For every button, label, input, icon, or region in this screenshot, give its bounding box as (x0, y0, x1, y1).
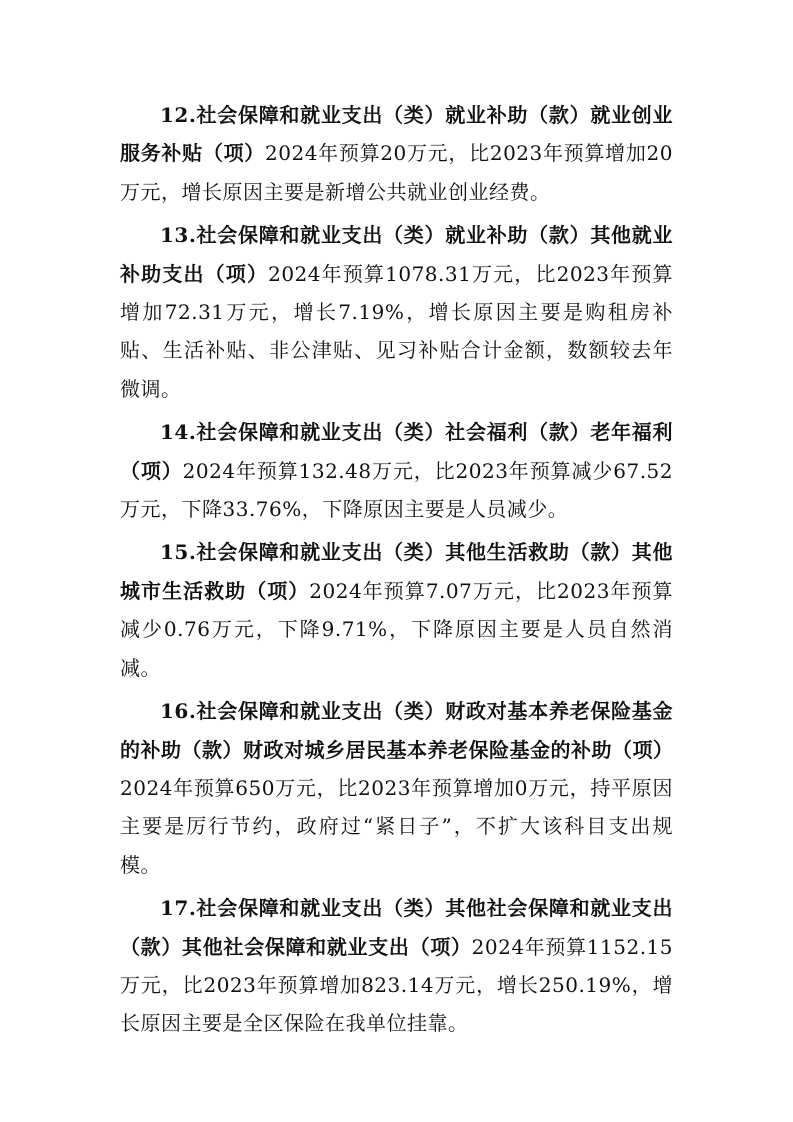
paragraph-heading: 13.社会保障和就业支出（类）就业补助（款）其他就业补助支出（项） (120, 223, 673, 286)
paragraph-body: 2024年预算650万元，比2023年预算增加0万元，持平原因主要是厉行节约，政府过“紧日子”，不扩大该科目支出规模。 (120, 775, 673, 877)
paragraph-item-17 (120, 889, 673, 1043)
paragraph-item-16 (120, 692, 673, 884)
paragraph-heading: 14.社会保障和就业支出（类）社会福利（款）老年福利（项） (120, 420, 673, 483)
paragraph-item-13 (120, 216, 673, 408)
paragraph-body: 2024年预算1152.15万元，比2023年预算增加823.14万元，增长250.19%，增长原因主要是全区保险在我单位挂靠。 (120, 934, 674, 1036)
paragraph-body: 2024年预算20万元，比2023年预算增加20万元，增长原因主要是新增公共就业创业经费。 (120, 141, 673, 204)
paragraph-body: 2024年预算1078.31万元，比2023年预算增加72.31万元，增长7.19%，增长原因主要是购租房补贴、生活补贴、非公津贴、见习补贴合计金额，数额较去年微调。 (120, 261, 673, 401)
paragraph-heading: 15.社会保障和就业支出（类）其他生活救助（款）其他城市生活救助（项） (120, 540, 673, 603)
paragraph-heading: 12.社会保障和就业支出（类）就业补助（款）就业创业服务补贴（项） (120, 103, 673, 166)
paragraph-body: 2024年预算7.07万元，比2023年预算减少0.76万元，下降9.71%，下降原因主要是人员自然消减。 (120, 578, 674, 680)
paragraph-item-12 (120, 96, 673, 211)
paragraph-item-15 (120, 533, 673, 687)
paragraph-body: 2024年预算132.48万元，比2023年预算减少67.52万元，下降33.76%，下降原因主要是人员减少。 (120, 458, 673, 522)
paragraph-item-14 (120, 413, 673, 528)
paragraph-heading: 17.社会保障和就业支出（类）其他社会保障和就业支出（款）其他社会保障和就业支出（项） (120, 896, 673, 959)
paragraph-heading: 16.社会保障和就业支出（类）财政对基本养老保险基金的补助（款）财政对城乡居民基本养老保险基金的补助（项） (120, 699, 674, 762)
